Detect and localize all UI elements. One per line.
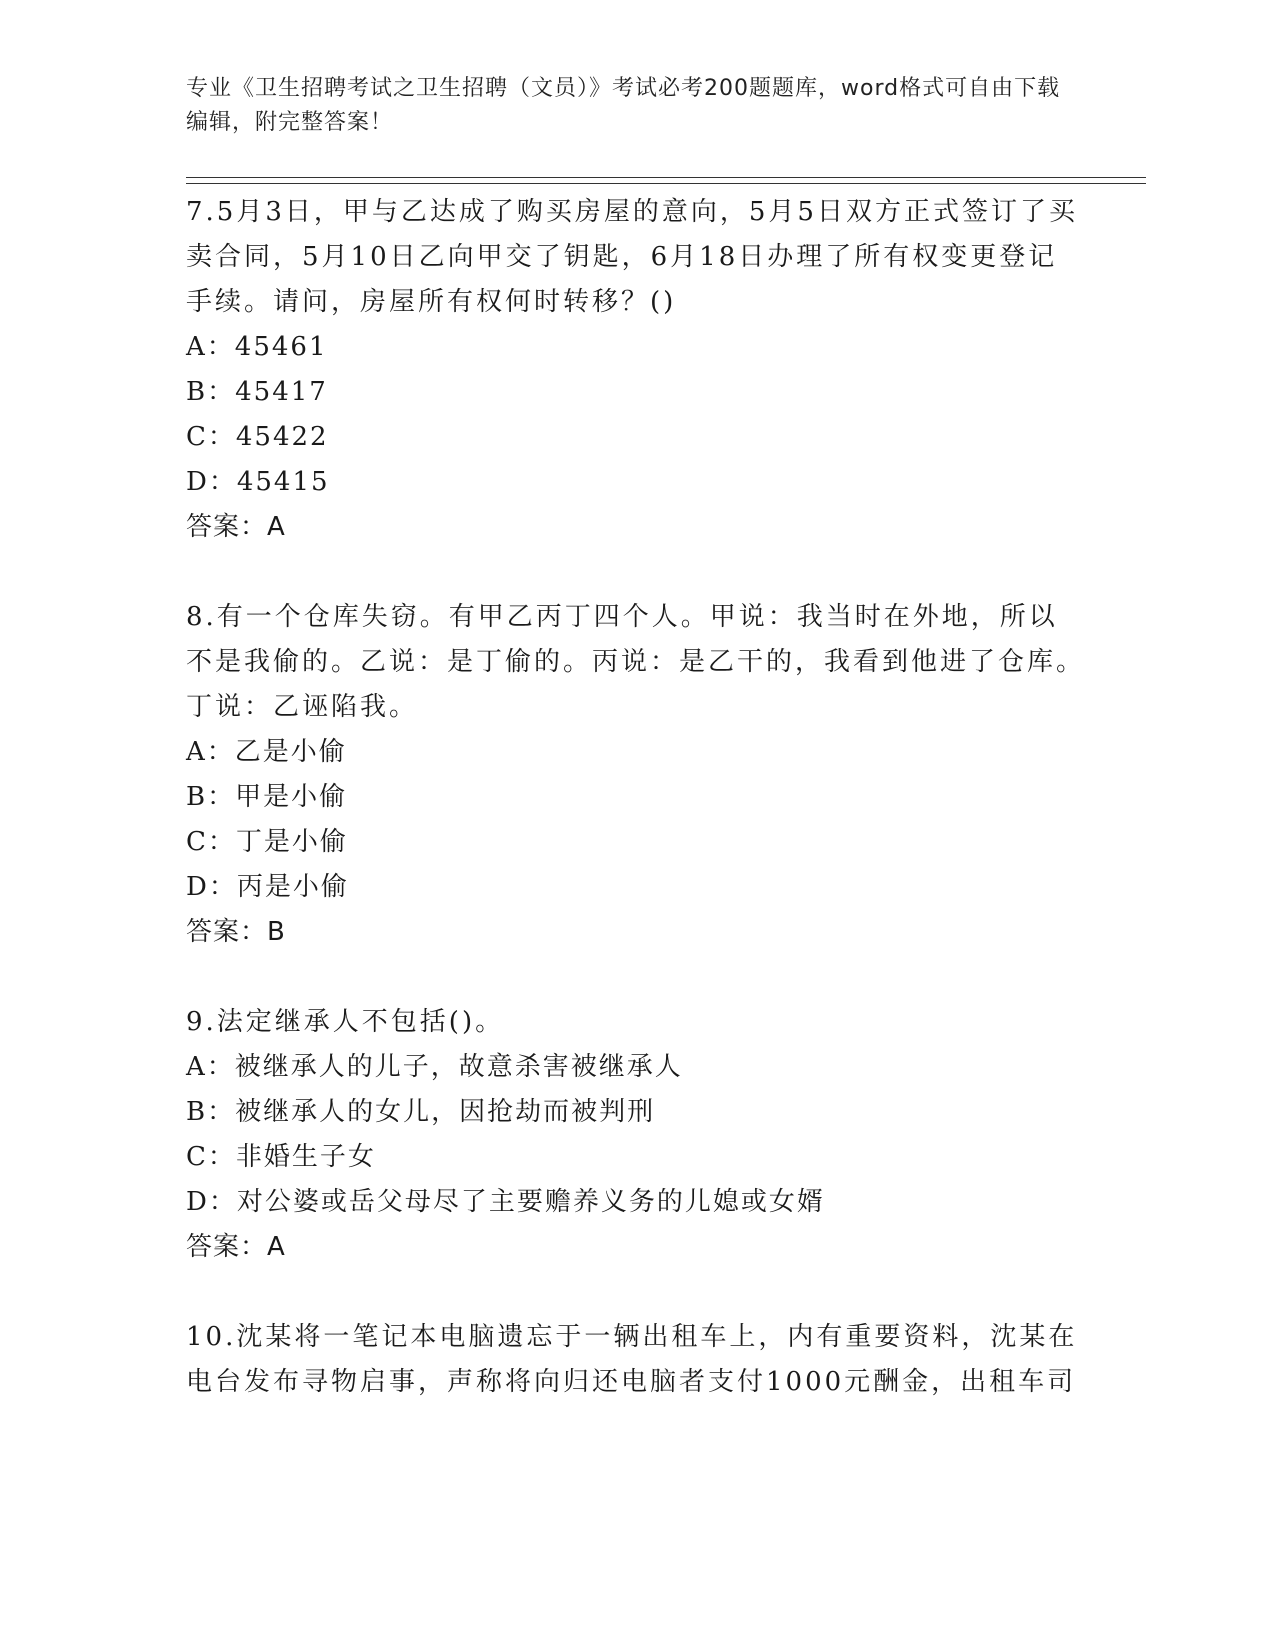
- header-divider: [186, 177, 1146, 184]
- option-c: C：非婚生子女: [186, 1142, 376, 1172]
- question-text: 7.5月3日，甲与乙达成了购买房屋的意向，5月5日双方正式签订了买卖合同，5月10日乙向甲交了钥匙，6月18日办理了所有权变更登记手续。请问，房屋所有权何时转移？(): [186, 197, 1078, 317]
- option-a: A：乙是小偷: [186, 737, 347, 767]
- option-a: A：45461: [186, 332, 328, 362]
- question-7: [186, 190, 1086, 550]
- option-c: C：45422: [186, 422, 329, 452]
- answer-label: 答案：A: [186, 1232, 286, 1262]
- document-body: [186, 190, 1086, 1405]
- spacer: [186, 1270, 1086, 1315]
- option-b: B：甲是小偷: [186, 782, 348, 812]
- question-9: [186, 1000, 1086, 1270]
- option-d: D：45415: [186, 467, 330, 497]
- spacer: [186, 550, 1086, 595]
- document-header: 专业《卫生招聘考试之卫生招聘（文员）》考试必考200题题库，word格式可自由下载编辑，附完整答案！: [186, 76, 1061, 135]
- option-b: B：被继承人的女儿，因抢劫而被判刑: [186, 1097, 656, 1127]
- question-text: 9.法定继承人不包括()。: [186, 1007, 505, 1037]
- option-b: B：45417: [186, 377, 328, 407]
- question-text: 10.沈某将一笔记本电脑遗忘于一辆出租车上，内有重要资料，沈某在电台发布寻物启事，声称将向归还电脑者支付1000元酬金，出租车司: [186, 1322, 1078, 1397]
- option-a: A：被继承人的儿子，故意杀害被继承人: [186, 1052, 683, 1082]
- answer-label: 答案：B: [186, 917, 286, 947]
- question-10: [186, 1315, 1086, 1405]
- option-c: C：丁是小偷: [186, 827, 348, 857]
- option-d: D：丙是小偷: [186, 872, 349, 902]
- option-d: D：对公婆或岳父母尽了主要赡养义务的儿媳或女婿: [186, 1187, 825, 1217]
- answer-label: 答案：A: [186, 512, 286, 542]
- question-8: [186, 595, 1086, 955]
- spacer: [186, 955, 1086, 1000]
- question-text: 8.有一个仓库失窃。有甲乙丙丁四个人。甲说：我当时在外地，所以不是我偷的。乙说：是丁偷的。丙说：是乙干的，我看到他进了仓库。丁说：乙诬陷我。: [186, 602, 1086, 722]
